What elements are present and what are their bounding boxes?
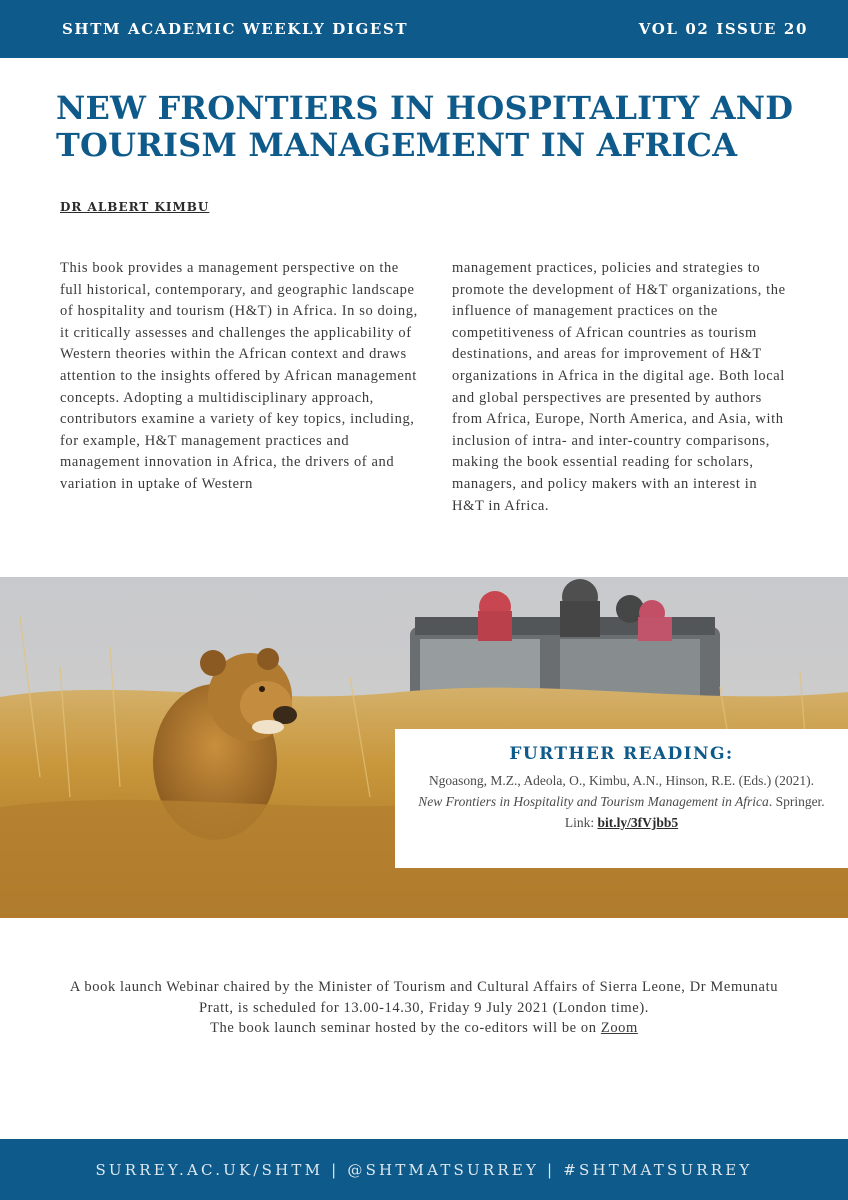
webinar-announcement: [60, 977, 788, 1039]
body-column-left: This book provides a management perspective on the full historical, contemporary, and geographic landscape of hospitality and tourism (H&T) in Africa. In so doing, it critically assesses and challenges the applicability of Western theories within the African context and draws attention to the insights offered by African management concepts. Adopting a multidisciplinary approach, contributors examine a variety of key topics, including, for example, H&T management practices and management innovation in Africa, the drivers of and variation in uptake of Western: [60, 260, 418, 492]
webinar-text: A book launch Webinar chaired by the Minister of Tourism and Cultural Affairs of Sierra Leone, Dr Memunatu Pratt, is scheduled for 13.00-14.30, Friday 9 July 2021 (London time).: [69, 979, 779, 1016]
seminar-text: The book launch seminar hosted by the co-editors will be on: [210, 1020, 601, 1037]
link-prefix: Link:: [564, 815, 598, 830]
issue-label: VOL 02 ISSUE 20: [638, 20, 808, 38]
article-title: NEW FRONTIERS IN HOSPITALITY AND TOURISM MANAGEMENT IN AFRICA: [56, 89, 794, 164]
header-bar: [0, 0, 848, 58]
zoom-link[interactable]: Zoom: [600, 1020, 638, 1037]
citation-publisher: . Springer.: [768, 794, 825, 809]
citation-title: New Frontiers in Hospitality and Tourism Management in Africa: [418, 794, 769, 809]
author-name: DR ALBERT KIMBU: [60, 200, 210, 214]
citation-authors: Ngoasong, M.Z., Adeola, O., Kimbu, A.N., Hinson, R.E. (Eds.) (2021).: [428, 773, 815, 788]
body-column-right: management practices, policies and strategies to promote the development of H&T organizations, the influence of management practices on the competitiveness of African countries as tourism destinations, and areas for improvement of H&T organizations in Africa in the digital age. Both local and global perspectives are presented by authors from Africa, Europe, North America, and Asia, with inclusion of intra- and inter-country comparisons, making the book essential reading for scholars, managers, and policy makers with an interest in H&T in Africa.: [452, 260, 786, 514]
further-reading-heading: FURTHER READING:: [509, 744, 734, 764]
book-link[interactable]: bit.ly/3fVjbb5: [597, 815, 679, 830]
footer-links: SURREY.AC.UK/SHTM | @SHTMATSURREY | #SHTMATSURREY: [95, 1160, 753, 1179]
digest-label: SHTM ACADEMIC WEEKLY DIGEST: [62, 20, 409, 38]
footer-bar: [0, 1139, 848, 1200]
further-reading-box: [395, 729, 848, 868]
further-reading-citation: [395, 770, 848, 833]
